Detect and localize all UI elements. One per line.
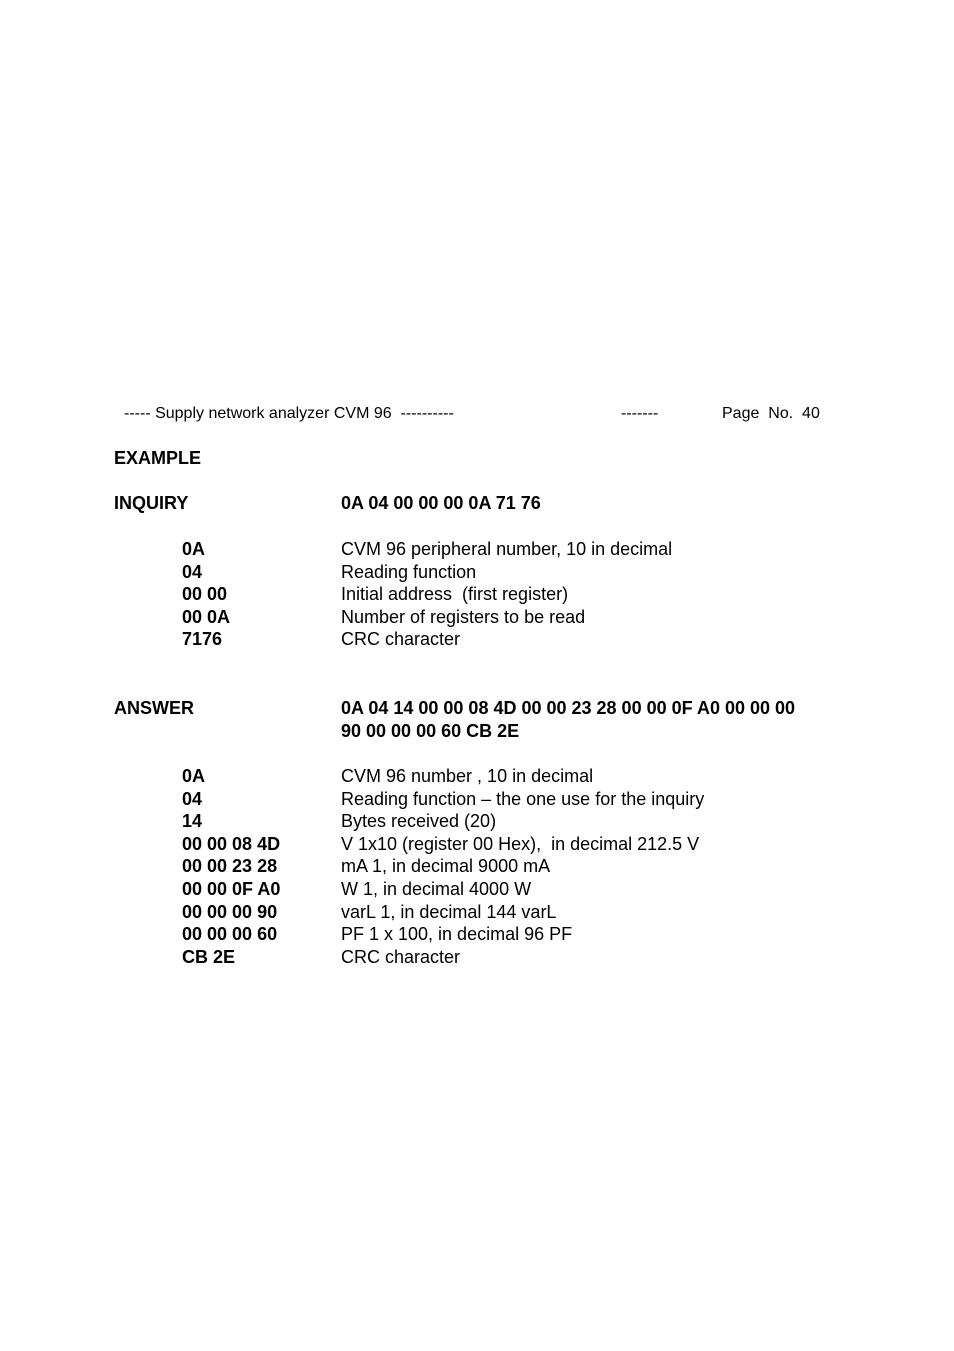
answer-value-line-1: 0A 04 14 00 00 08 4D 00 00 23 28 00 00 0F A0 00 00 00: [341, 698, 796, 718]
table-row: [0, 833, 954, 856]
byte-code: 04: [182, 788, 203, 809]
byte-description: mA 1, in decimal 9000 mA: [341, 856, 551, 877]
byte-code: 00 00 23 28: [182, 856, 278, 877]
byte-code: 00 0A: [182, 606, 231, 627]
table-row: [0, 788, 954, 811]
answer-value: [341, 697, 861, 742]
table-row: [0, 538, 954, 561]
byte-description: CVM 96 peripheral number, 10 in decimal: [341, 539, 673, 559]
byte-description: Initial address (first register): [341, 584, 569, 605]
byte-code: 00 00 00 90: [182, 901, 278, 922]
byte-description: CRC character: [341, 629, 461, 650]
byte-code: 00 00 08 4D: [182, 833, 281, 854]
byte-description: varL 1, in decimal 144 varL: [341, 901, 557, 922]
inquiry-value: 0A 04 00 00 00 0A 71 76: [341, 493, 541, 513]
table-row: [0, 901, 954, 924]
table-row: [0, 606, 954, 629]
table-row: [0, 765, 954, 788]
table-row: [0, 810, 954, 833]
table-row: [0, 628, 954, 651]
inquiry-label: INQUIRY: [114, 493, 189, 513]
byte-description: W 1, in decimal 4000 W: [341, 878, 532, 899]
example-heading: EXAMPLE: [114, 448, 202, 468]
inquiry-breakdown: [0, 538, 954, 651]
byte-code: 00 00 00 60: [182, 924, 278, 945]
byte-code: 14: [182, 811, 203, 832]
header-separator: -------: [621, 405, 659, 422]
header-title: ----- Supply network analyzer CVM 96 ----------: [124, 405, 454, 422]
byte-description: PF 1 x 100, in decimal 96 PF: [341, 924, 573, 945]
answer-value-line-2: 90 00 00 00 60 CB 2E: [341, 720, 520, 741]
byte-description: Number of registers to be read: [341, 606, 586, 627]
table-row: [0, 923, 954, 946]
table-row: [0, 946, 954, 969]
table-row: [0, 561, 954, 584]
byte-description: Reading function: [341, 561, 477, 582]
byte-description: CRC character: [341, 946, 461, 967]
byte-description: Bytes received (20): [341, 811, 497, 832]
byte-code: 00 00: [182, 584, 228, 605]
byte-description: CVM 96 number , 10 in decimal: [341, 766, 594, 786]
byte-code: 7176: [182, 629, 223, 650]
byte-description: V 1x10 (register 00 Hex), in decimal 212.5 V: [341, 833, 700, 854]
byte-code: 0A: [182, 539, 206, 559]
byte-description: Reading function – the one use for the inquiry: [341, 788, 705, 809]
byte-code: 0A: [182, 766, 206, 786]
table-row: [0, 855, 954, 878]
table-row: [0, 878, 954, 901]
byte-code: 04: [182, 561, 203, 582]
byte-code: 00 00 0F A0: [182, 878, 281, 899]
page-header: [124, 404, 844, 426]
answer-breakdown: [0, 765, 954, 968]
table-row: [0, 583, 954, 606]
byte-code: CB 2E: [182, 946, 236, 967]
answer-label: ANSWER: [114, 698, 194, 718]
page-number: Page No. 40: [722, 405, 820, 422]
